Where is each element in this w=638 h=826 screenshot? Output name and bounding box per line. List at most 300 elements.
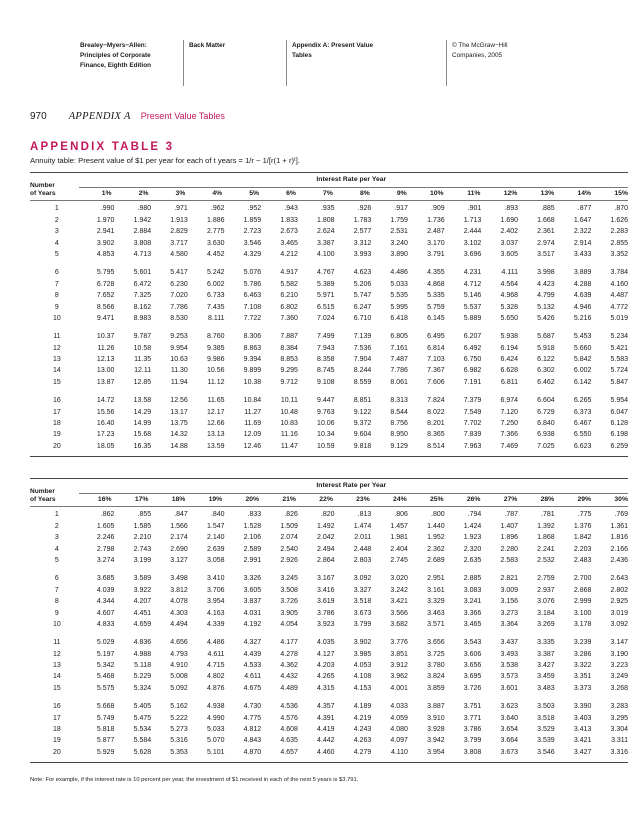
value-cell: 4.623 — [353, 269, 372, 277]
value-cell: 6.122 — [537, 356, 555, 364]
value-cell: 9.108 — [317, 378, 335, 386]
value-cell: 3.178 — [573, 620, 592, 628]
value-cell: 2.624 — [317, 228, 335, 236]
value-cell: 4.303 — [170, 609, 188, 617]
value-cell: 3.685 — [96, 575, 115, 583]
value-cell: 3.546 — [537, 748, 555, 756]
value-cell: 5.660 — [573, 344, 592, 352]
year-cell: 16 — [52, 397, 61, 405]
value-cell: 3.912 — [390, 662, 408, 670]
value-cell: 2.241 — [537, 545, 555, 553]
year-cell: 3 — [54, 228, 59, 236]
annuity-table-block-2 — [30, 478, 628, 763]
value-cell: 1.833 — [280, 216, 298, 224]
value-cell: 11.26 — [97, 344, 115, 352]
year-cell: 4 — [54, 239, 59, 247]
year-cell: 8 — [54, 598, 59, 606]
value-cell: 3.335 — [537, 639, 555, 647]
value-cell: 4.344 — [96, 598, 115, 606]
value-cell: 13.17 — [170, 408, 188, 416]
value-cell: 4.812 — [243, 726, 262, 734]
value-cell: 3.902 — [96, 239, 115, 247]
value-cell: 3.812 — [170, 586, 188, 594]
value-cell: 2.436 — [610, 556, 629, 564]
value-cell: 3.273 — [500, 609, 519, 617]
value-cell: 4.938 — [206, 703, 225, 711]
value-cell: 1.736 — [427, 216, 445, 224]
table-row — [30, 226, 628, 237]
value-cell: 6.750 — [463, 356, 482, 364]
interest-rate-header — [75, 173, 628, 200]
value-cell: 12.85 — [133, 378, 152, 386]
value-cell: 4.580 — [170, 250, 188, 258]
value-cell: .926 — [357, 205, 372, 213]
value-cell: 1.842 — [573, 534, 592, 542]
year-cell: 10 — [52, 620, 61, 628]
value-cell: 4.988 — [133, 650, 152, 658]
value-cell: 18.05 — [96, 442, 115, 450]
year-cell: 19 — [52, 431, 61, 439]
value-cell: 1.713 — [463, 216, 482, 224]
value-cell: 4.635 — [280, 737, 298, 745]
value-cell: 4.533 — [243, 662, 262, 670]
value-cell: 8.514 — [427, 442, 445, 450]
value-cell: 6.002 — [573, 367, 592, 375]
value-cell: 6.728 — [96, 280, 115, 288]
value-cell: 2.483 — [573, 556, 592, 564]
value-cell: 1.942 — [133, 216, 152, 224]
value-cell: 7.139 — [353, 333, 372, 341]
rate-header: 3% — [175, 190, 186, 198]
table-row — [30, 573, 628, 584]
header-part-label: Back Matter — [189, 42, 226, 49]
table-row — [30, 429, 628, 440]
table-row — [30, 395, 628, 406]
value-cell: 9.954 — [170, 344, 188, 352]
value-cell: 5.687 — [537, 333, 555, 341]
year-cell: 1 — [54, 205, 59, 213]
value-cell: 6.802 — [280, 303, 298, 311]
value-cell: 14.88 — [170, 442, 188, 450]
value-cell: 3.922 — [133, 586, 152, 594]
value-cell: 5.537 — [463, 303, 482, 311]
footnote: Note: For example, if the interest rate is 10 percent per year, the investment of $1 received in each of the next 5 years is $3.791. — [30, 777, 359, 783]
year-cell: 4 — [54, 545, 59, 553]
value-cell: 3.725 — [427, 650, 445, 658]
table-row — [30, 532, 628, 543]
value-cell: 1.424 — [463, 522, 482, 530]
table-row — [30, 418, 628, 429]
year-cell: 10 — [52, 314, 61, 322]
table-row — [30, 331, 628, 342]
value-cell: 3.808 — [463, 748, 482, 756]
value-cell: 2.280 — [500, 545, 519, 553]
value-cell: 3.351 — [573, 673, 592, 681]
value-cell: 12.09 — [243, 431, 262, 439]
value-cell: 4.329 — [243, 250, 262, 258]
table-row — [30, 585, 628, 596]
value-cell: 9.394 — [243, 356, 262, 364]
value-cell: 3.726 — [463, 684, 482, 692]
value-cell: 3.161 — [427, 586, 445, 594]
value-cell: 4.219 — [353, 714, 372, 722]
value-cell: .917 — [394, 205, 408, 213]
value-cell: 7.904 — [353, 356, 372, 364]
row-group — [30, 506, 628, 570]
table-row — [30, 521, 628, 532]
value-cell: 2.803 — [353, 556, 372, 564]
value-cell: 8.313 — [390, 397, 408, 405]
value-cell: 4.127 — [317, 650, 335, 658]
value-cell: 3.654 — [500, 726, 519, 734]
rate-header: 23% — [356, 496, 370, 504]
row-group — [30, 200, 628, 264]
value-cell: .901 — [467, 205, 482, 213]
year-cell: 15 — [52, 684, 61, 692]
value-cell: 3.998 — [537, 269, 555, 277]
value-cell: 1.970 — [96, 216, 115, 224]
value-cell: 5.468 — [96, 673, 115, 681]
value-cell: 2.635 — [463, 556, 482, 564]
value-cell: .870 — [614, 205, 629, 213]
value-cell: 4.946 — [573, 303, 592, 311]
rate-header: 26% — [466, 496, 481, 504]
year-cell: 9 — [54, 609, 59, 617]
value-cell: 3.437 — [500, 639, 519, 647]
number-label: Number — [30, 488, 55, 495]
value-cell: 4.231 — [463, 269, 482, 277]
value-cell: 5.601 — [133, 269, 152, 277]
value-cell: 6.805 — [390, 333, 408, 341]
value-cell: 5.877 — [96, 737, 115, 745]
value-cell: 5.535 — [390, 292, 408, 300]
value-cell: 5.033 — [206, 726, 225, 734]
value-cell: 5.847 — [610, 378, 629, 386]
value-cell: 5.242 — [206, 269, 225, 277]
value-cell: 3.167 — [317, 575, 335, 583]
value-cell: 1.783 — [353, 216, 372, 224]
value-cell: 5.475 — [133, 714, 152, 722]
rate-header: 19% — [208, 496, 223, 504]
value-cell: 12.46 — [243, 442, 262, 450]
value-cell: .962 — [210, 205, 225, 213]
year-cell: 17 — [52, 408, 61, 416]
value-cell: 1.868 — [537, 534, 555, 542]
header-book-title — [80, 40, 183, 86]
value-cell: 6.628 — [500, 367, 519, 375]
value-cell: 15.56 — [96, 408, 115, 416]
page-number: 970 — [30, 111, 47, 122]
rate-header: 27% — [503, 496, 518, 504]
value-cell: 4.772 — [610, 303, 629, 311]
value-cell: 3.413 — [573, 726, 592, 734]
running-head — [30, 111, 225, 122]
value-cell: 10.48 — [280, 408, 298, 416]
value-cell: 2.320 — [463, 545, 482, 553]
value-cell: 4.100 — [317, 250, 335, 258]
value-cell: 3.673 — [500, 748, 519, 756]
value-cell: .909 — [431, 205, 445, 213]
value-cell: 7.020 — [170, 292, 188, 300]
year-cell: 2 — [54, 216, 59, 224]
value-cell: 4.876 — [206, 684, 225, 692]
value-cell: 3.427 — [537, 662, 555, 670]
value-cell: 3.851 — [390, 650, 408, 658]
value-cell: 2.448 — [353, 545, 372, 553]
value-cell: 7.367 — [427, 367, 445, 375]
year-cell: 11 — [53, 333, 61, 341]
value-cell: 4.035 — [317, 639, 335, 647]
value-cell: 2.074 — [280, 534, 298, 542]
table-row — [30, 671, 628, 682]
value-cell: .800 — [431, 511, 445, 519]
value-cell: 11.47 — [280, 442, 298, 450]
value-cell: 3.539 — [537, 737, 555, 745]
table-caption: Annuity table: Present value of $1 per year for each of t years = 1/r − 1/[r(1 + r)ᵗ]. — [30, 156, 300, 165]
table-row — [30, 237, 628, 248]
value-cell: 2.203 — [573, 545, 592, 553]
value-cell: 3.890 — [390, 250, 408, 258]
value-cell: 5.426 — [537, 314, 555, 322]
value-cell: 5.971 — [317, 292, 335, 300]
value-cell: 8.544 — [390, 408, 408, 416]
table-row — [30, 637, 628, 648]
value-cell: .769 — [614, 511, 629, 519]
value-cell: 3.427 — [573, 748, 592, 756]
value-cell: 4.799 — [537, 292, 555, 300]
value-cell: 5.929 — [96, 748, 115, 756]
value-cell: 3.009 — [500, 586, 519, 594]
value-cell: 5.584 — [133, 737, 152, 745]
value-cell: 3.717 — [170, 239, 188, 247]
value-cell: 3.808 — [133, 239, 152, 247]
value-cell: 3.416 — [317, 586, 335, 594]
value-cell: 8.853 — [280, 356, 298, 364]
value-cell: 5.162 — [170, 703, 188, 711]
value-cell: 4.153 — [353, 684, 372, 692]
value-cell: .855 — [137, 511, 152, 519]
value-cell: 4.486 — [390, 269, 408, 277]
rate-header: 21% — [282, 496, 296, 504]
header-authors: Brealey−Myers−Allen: — [80, 42, 147, 49]
value-cell: 3.092 — [353, 575, 372, 583]
value-cell: 8.111 — [208, 314, 225, 322]
row-group — [30, 698, 628, 762]
value-cell: 8.760 — [206, 333, 225, 341]
value-cell: 4.494 — [170, 620, 188, 628]
value-cell: 3.268 — [610, 684, 629, 692]
value-cell: 3.695 — [463, 673, 482, 681]
value-cell: 5.019 — [610, 314, 629, 322]
value-cell: 4.001 — [390, 684, 408, 692]
value-cell: 11.16 — [280, 431, 298, 439]
value-cell: 2.700 — [573, 575, 592, 583]
header-copyright — [446, 40, 562, 86]
value-cell: 14.32 — [170, 431, 188, 439]
value-cell: .980 — [137, 205, 152, 213]
value-cell: 4.767 — [317, 269, 335, 277]
value-cell: 3.304 — [610, 726, 629, 734]
value-cell: 6.550 — [573, 431, 592, 439]
value-cell: 6.974 — [500, 397, 519, 405]
rate-header: 30% — [614, 496, 628, 504]
value-cell: 4.111 — [501, 269, 519, 277]
value-cell: 6.938 — [537, 431, 555, 439]
value-cell: 3.837 — [243, 598, 262, 606]
value-cell: 6.302 — [537, 367, 555, 375]
rate-header: 12% — [503, 190, 518, 198]
value-cell: 3.751 — [463, 703, 482, 711]
year-cell: 7 — [54, 586, 59, 594]
value-cell: 3.799 — [353, 620, 372, 628]
value-cell: 1.886 — [206, 216, 225, 224]
value-cell: 7.887 — [280, 333, 298, 341]
table-row — [30, 543, 628, 554]
value-cell: 4.110 — [390, 748, 408, 756]
value-cell: 6.259 — [610, 442, 629, 450]
value-cell: 4.564 — [500, 280, 519, 288]
value-cell: .787 — [504, 511, 519, 519]
value-cell: 5.786 — [243, 280, 262, 288]
value-cell: 7.549 — [463, 408, 482, 416]
value-cell: 7.250 — [500, 420, 519, 428]
value-cell: 1.407 — [500, 522, 519, 530]
value-cell: 3.780 — [427, 662, 445, 670]
value-cell: 1.923 — [463, 534, 482, 542]
value-cell: 9.787 — [133, 333, 152, 341]
rate-header: 22% — [319, 496, 333, 504]
table-row — [30, 354, 628, 365]
value-cell: 2.322 — [573, 228, 592, 236]
value-cell: 3.249 — [610, 673, 629, 681]
table-row — [30, 215, 628, 226]
value-cell: 3.295 — [610, 714, 629, 722]
value-cell: 3.329 — [427, 598, 445, 606]
value-cell: 5.222 — [170, 714, 188, 722]
value-cell: 8.851 — [353, 397, 372, 405]
value-cell: 11.65 — [207, 397, 225, 405]
value-cell: 4.793 — [170, 650, 188, 658]
value-cell: 3.623 — [500, 703, 519, 711]
value-cell: 3.286 — [573, 650, 592, 658]
value-cell: 1.392 — [537, 522, 555, 530]
value-cell: 9.604 — [353, 431, 372, 439]
value-cell: 3.889 — [573, 269, 592, 277]
value-cell: 4.053 — [353, 662, 372, 670]
book-header — [80, 40, 562, 86]
value-cell: 3.092 — [610, 620, 629, 628]
value-cell: 8.745 — [317, 367, 335, 375]
value-cell: 8.162 — [133, 303, 152, 311]
value-cell: 5.353 — [170, 748, 188, 756]
value-cell: 5.076 — [243, 269, 262, 277]
rate-header: 13% — [540, 190, 555, 198]
value-cell: 3.147 — [610, 639, 629, 647]
value-cell: 3.962 — [390, 673, 408, 681]
value-cell: 2.802 — [610, 586, 629, 594]
value-cell: 3.483 — [537, 684, 555, 692]
value-cell: 6.604 — [537, 397, 555, 405]
value-cell: 3.433 — [573, 250, 592, 258]
value-cell: 2.884 — [133, 228, 152, 236]
value-cell: 2.673 — [280, 228, 298, 236]
value-cell: 1.457 — [390, 522, 408, 530]
year-cell: 7 — [54, 280, 59, 288]
value-cell: .885 — [541, 205, 555, 213]
value-cell: 4.802 — [206, 673, 225, 681]
value-cell: 3.403 — [573, 714, 592, 722]
value-cell: 1.859 — [243, 216, 262, 224]
value-cell: 4.278 — [280, 650, 298, 658]
value-cell: 4.675 — [243, 684, 262, 692]
value-cell: 2.925 — [610, 598, 629, 606]
value-cell: .877 — [577, 205, 592, 213]
value-cell: 4.039 — [96, 586, 115, 594]
value-cell: 7.786 — [170, 303, 188, 311]
year-cell: 6 — [54, 269, 59, 277]
value-cell: 3.127 — [170, 556, 188, 564]
value-cell: .952 — [247, 205, 262, 213]
value-cell: 3.985 — [353, 650, 372, 658]
value-cell: 3.463 — [427, 609, 445, 617]
year-cell: 12 — [52, 650, 61, 658]
value-cell: 7.652 — [96, 292, 115, 300]
value-cell: 6.194 — [500, 344, 519, 352]
value-cell: 2.210 — [133, 534, 152, 542]
value-cell: 4.442 — [317, 737, 335, 745]
rate-header: 8% — [359, 190, 370, 198]
year-cell: 14 — [52, 673, 61, 681]
value-cell: 1.896 — [500, 534, 519, 542]
value-cell: 7.025 — [537, 442, 555, 450]
value-cell: 4.059 — [390, 714, 408, 722]
rate-header: 24% — [393, 496, 407, 504]
value-cell: 4.177 — [280, 639, 298, 647]
value-cell: 4.715 — [206, 662, 225, 670]
value-cell: .943 — [284, 205, 298, 213]
rate-header: 2% — [138, 190, 149, 198]
value-cell: 5.628 — [133, 748, 152, 756]
value-cell: 4.288 — [573, 280, 592, 288]
value-cell: 1.440 — [427, 522, 445, 530]
value-cell: 4.990 — [206, 714, 225, 722]
value-cell: 1.668 — [537, 216, 555, 224]
value-cell: 8.559 — [353, 378, 372, 386]
value-cell: 10.11 — [280, 397, 298, 405]
year-cell: 20 — [52, 748, 61, 756]
rate-header: 16% — [97, 496, 112, 504]
value-cell: 4.576 — [280, 714, 298, 722]
table-row — [30, 267, 628, 278]
value-cell: 3.058 — [206, 556, 225, 564]
value-cell: 8.306 — [243, 333, 262, 341]
value-cell: 13.58 — [133, 397, 152, 405]
year-cell: 19 — [52, 737, 61, 745]
value-cell: 4.486 — [206, 639, 225, 647]
value-cell: 13.75 — [170, 420, 188, 428]
year-cell: 18 — [52, 726, 61, 734]
value-cell: 2.361 — [537, 228, 555, 236]
value-cell: 5.342 — [96, 662, 115, 670]
table-row — [30, 724, 628, 735]
value-cell: 4.836 — [133, 639, 152, 647]
value-cell: .794 — [467, 511, 482, 519]
value-cell: 5.889 — [463, 314, 482, 322]
value-cell: 3.170 — [427, 239, 445, 247]
value-cell: 8.530 — [170, 314, 188, 322]
number-of-years-header — [30, 479, 75, 506]
value-cell: 3.673 — [353, 609, 372, 617]
